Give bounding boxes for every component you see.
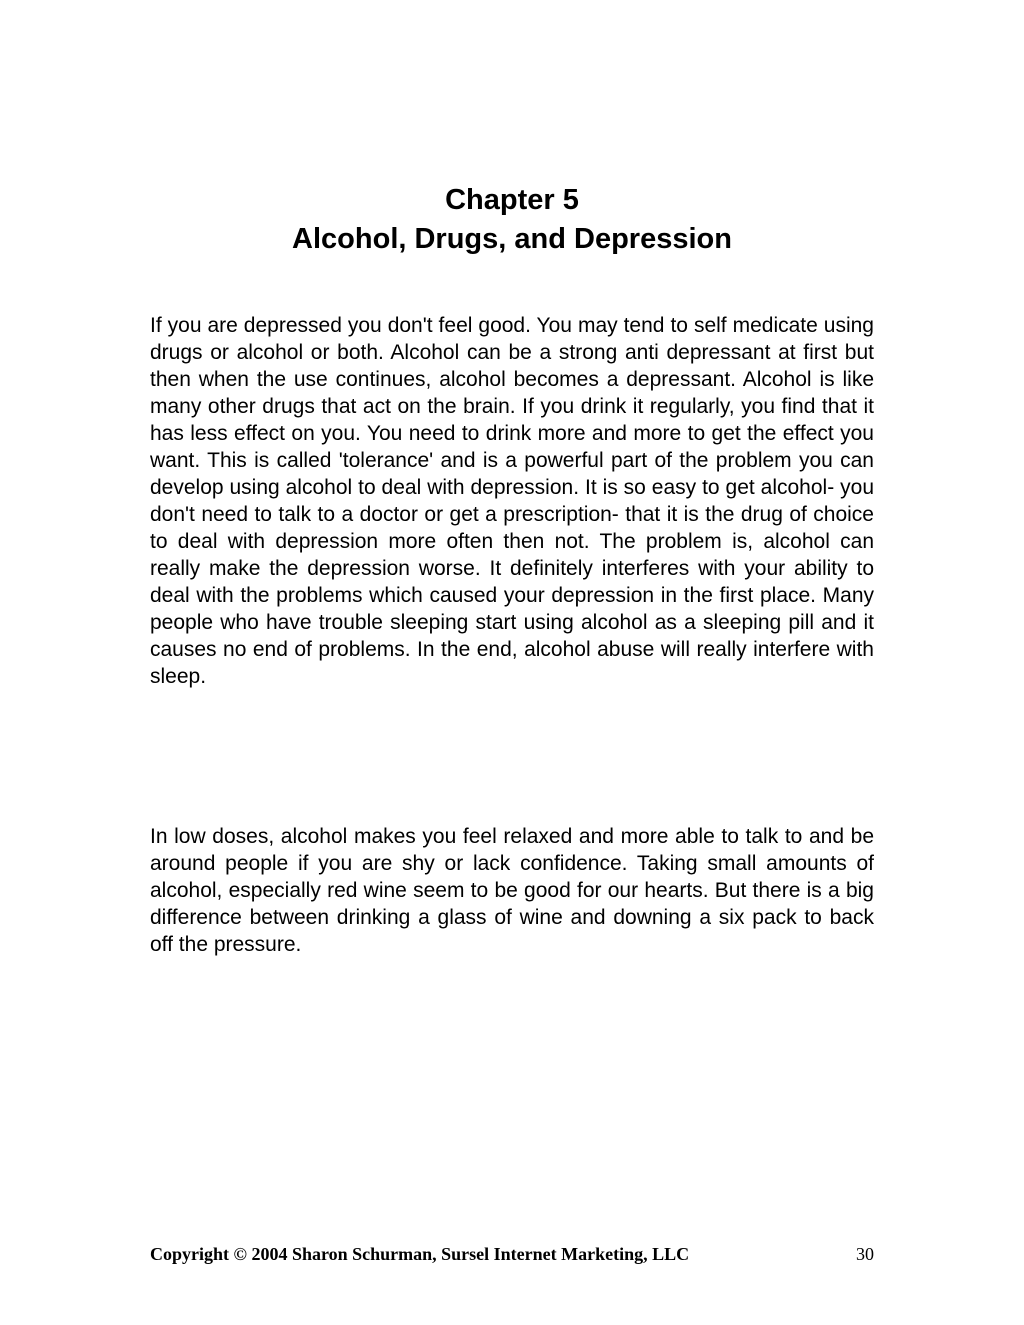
copyright-notice: Copyright © 2004 Sharon Schurman, Sursel Internet Marketing, LLC xyxy=(150,1244,690,1264)
page-footer xyxy=(150,1242,874,1266)
page-number: 30 xyxy=(856,1244,874,1264)
chapter-title: Alcohol, Drugs, and Depression xyxy=(292,223,732,255)
chapter-number: Chapter 5 xyxy=(445,184,579,216)
chapter-heading xyxy=(150,181,874,259)
body-paragraph: If you are depressed you don't feel good. You may tend to self medicate using drugs or alcohol or both. Alcohol can be a strong anti depressant at first but then when the use continues, alcohol becomes a depressant. Alcohol is like many other drugs that act on the brain. If you drink it regularly, you find that it has less effect on you. You need to drink more and more to get the effect you want. This is called 'tolerance' and is a powerful part of the problem you can develop using alcohol to deal with depression. It is so easy to get alcohol- you don't need to talk to a doctor or get a prescription- that it is the drug of choice to deal with depression more often then not. The problem is, alcohol can really make the depression worse. It definitely interferes with your ability to deal with the problems which caused your depression in the first place. Many people who have trouble sleeping start using alcohol as a sleeping pill and it causes no end of problems. In the end, alcohol abuse will really interfere with sleep. xyxy=(150,314,874,688)
body-paragraph: In low doses, alcohol makes you feel relaxed and more able to talk to and be around people if you are shy or lack confidence. Taking small amounts of alcohol, especially red wine seem to be good for our hearts. But there is a big difference between drinking a glass of wine and downing a six pack to back off the pressure. xyxy=(150,825,874,956)
